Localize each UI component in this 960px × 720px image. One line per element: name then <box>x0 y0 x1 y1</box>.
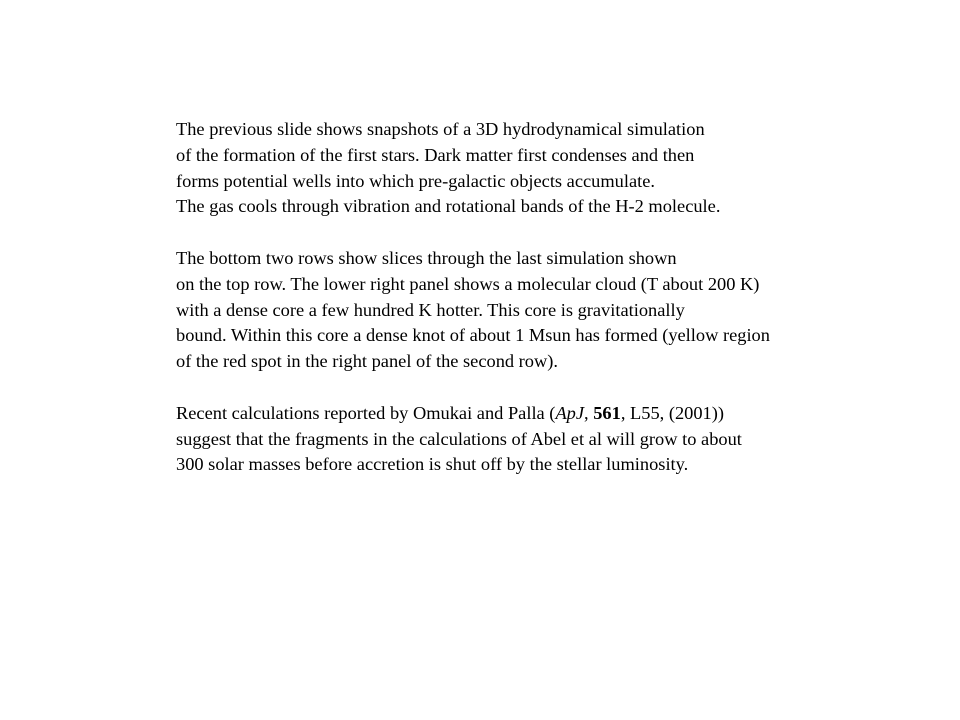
paragraph-slices-description <box>176 246 936 375</box>
text-line: The previous slide shows snapshots of a 3D hydrodynamical simulation <box>176 119 705 139</box>
paragraph-simulation-overview <box>176 117 936 220</box>
citation-volume: 561 <box>593 402 621 423</box>
text-line: The bottom two rows show slices through the last simulation shown <box>176 247 677 268</box>
text-line: suggest that the fragments in the calculations of Abel et al will grow to about <box>176 428 742 449</box>
text-line: The gas cools through vibration and rotational bands of the H-2 molecule. <box>176 196 721 217</box>
slide-text-body <box>176 117 936 504</box>
text-line: bound. Within this core a dense knot of about 1 Msun has formed (yellow region <box>176 325 770 346</box>
text-line: of the red spot in the right panel of the second row). <box>176 351 559 372</box>
text-line: 300 solar masses before accretion is shut off by the stellar luminosity. <box>176 454 689 475</box>
citation-journal: ApJ <box>555 402 585 423</box>
text-line: of the formation of the first stars. Dark matter first condenses and then <box>176 144 695 165</box>
citation-text-after: , L55, (2001)) <box>620 402 724 423</box>
text-line: on the top row. The lower right panel shows a molecular cloud (T about 200 K) <box>176 273 760 294</box>
citation-separator: , <box>584 402 594 423</box>
paragraph-recent-calculations <box>176 401 936 478</box>
text-line: forms potential wells into which pre-galactic objects accumulate. <box>176 170 656 191</box>
citation-line <box>176 401 936 427</box>
citation-text-before: Recent calculations reported by Omukai and Palla ( <box>176 402 556 423</box>
text-line: with a dense core a few hundred K hotter. This core is gravitationally <box>176 299 685 320</box>
